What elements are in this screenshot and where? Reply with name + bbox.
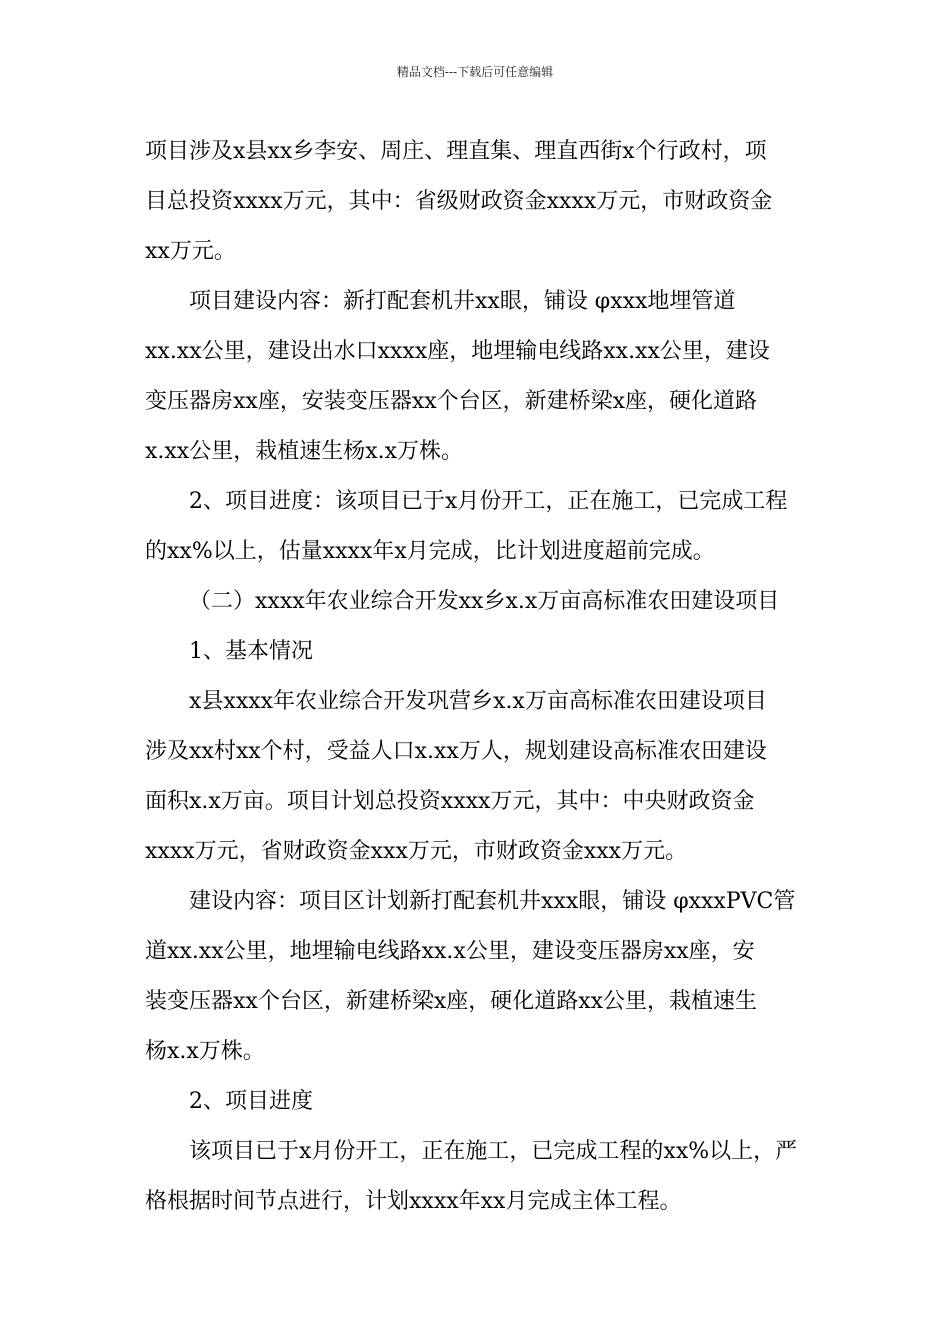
paragraph [145, 1077, 807, 1127]
paragraph [145, 1177, 807, 1227]
text-line: x县xxxx年农业综合开发巩营乡x.x万亩高标准农田建设项目 [189, 689, 767, 714]
text-line: 面积x.x万亩。项目计划总投资xxxx万元，其中：中央财政资金 [145, 789, 755, 814]
paragraph [145, 477, 807, 527]
text-line: 目总投资xxxx万元，其中：省级财政资金xxxx万元，市财政资金 [145, 189, 773, 214]
text-line: 杨x.x万株。 [145, 1039, 265, 1064]
paragraph [145, 627, 807, 677]
text-line: xx.xx公里，建设出水口xxxx座，地埋输电线路xx.xx公里，建设 [145, 339, 770, 364]
text-line: 装变压器xx个台区，新建桥梁x座，硬化道路xx公里，栽植速生 [145, 989, 758, 1014]
text-line: 的xx%以上，估量xxxx年x月完成，比计划进度超前完成。 [145, 539, 715, 564]
text-line: 2、项目进度：该项目已于x月份开工，正在施工，已完成工程 [189, 489, 788, 514]
text-line: xxxx万元，省财政资金xxx万元，市财政资金xxx万元。 [145, 839, 688, 864]
page-header: 精品文档---下载后可任意编辑 [396, 65, 554, 79]
paragraph [145, 527, 807, 577]
text-line: 涉及xx村xx个村，受益人口x.xx万人，规划建设高标准农田建设 [145, 739, 767, 764]
text-line: 变压器房xx座，安装变压器xx个台区，新建桥梁x座，硬化道路 [145, 389, 758, 414]
text-line: 建设内容：项目区计划新打配套机井xxx眼，铺设 φxxxPVC管 [189, 889, 796, 914]
text-line: xx万元。 [145, 239, 236, 264]
paragraph [145, 927, 807, 1077]
text-line: 2、项目进度 [189, 1089, 313, 1114]
paragraph [145, 127, 807, 277]
document-body [145, 127, 807, 1227]
text-line: x.xx公里，栽植速生杨x.x万株。 [145, 439, 464, 464]
text-line: 道xx.xx公里，地埋输电线路xx.x公里，建设变压器房xx座，安 [145, 939, 755, 964]
text-line: 项目涉及x县xx乡李安、周庄、理直集、理直西街x个行政村，项 [145, 139, 767, 164]
text-line: （二）xxxx年农业综合开发xx乡x.x万亩高标准农田建设项目 [189, 589, 780, 614]
paragraph [145, 277, 807, 327]
paragraph [145, 727, 807, 877]
text-line: 格根据时间节点进行，计划xxxx年xx月完成主体工程。 [145, 1189, 682, 1214]
paragraph [145, 577, 807, 627]
text-line: 1、基本情况 [189, 639, 313, 664]
paragraph [145, 1127, 807, 1177]
paragraph [145, 327, 807, 477]
paragraph [145, 877, 807, 927]
paragraph [145, 677, 807, 727]
text-line: 该项目已于x月份开工，正在施工，已完成工程的xx%以上，严 [189, 1139, 798, 1164]
text-line: 项目建设内容：新打配套机井xx眼，铺设 φxxx地埋管道 [189, 289, 736, 314]
